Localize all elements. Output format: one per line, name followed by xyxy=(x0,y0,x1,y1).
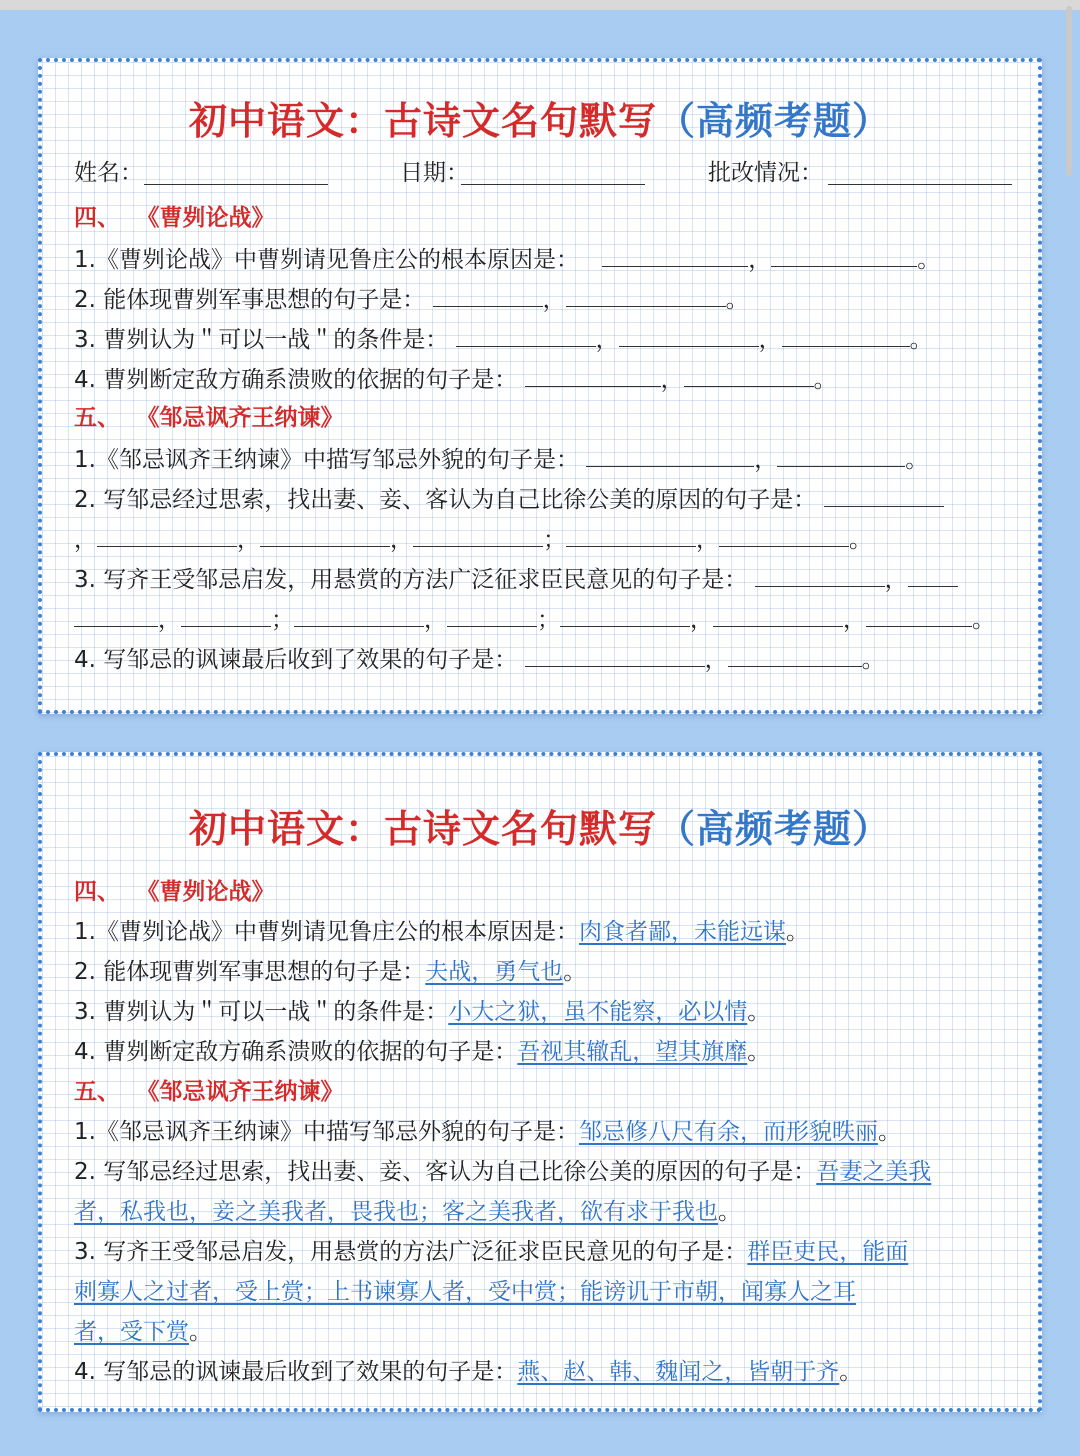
punct: 。 xyxy=(813,367,837,393)
question-text: 4. 写邹忌的讽谏最后收到了效果的句子是： xyxy=(74,1359,518,1385)
answer-text: 吾妻之美我 xyxy=(816,1159,932,1185)
answer-blank[interactable] xyxy=(719,522,849,547)
answer-text: 邹忌修八尺有余，而形貌昳丽 xyxy=(578,1119,878,1145)
answer-blank[interactable] xyxy=(777,442,905,467)
answer-blank[interactable] xyxy=(413,522,543,547)
punct: 。 xyxy=(785,919,809,945)
question-5-3-cont xyxy=(74,602,995,636)
answer-text: 燕、赵、韩、魏闻之，皆朝于齐 xyxy=(517,1359,840,1385)
answer-blank[interactable] xyxy=(525,642,705,667)
punct: ， xyxy=(748,247,772,273)
punct: ， xyxy=(690,607,713,633)
answer-blank[interactable] xyxy=(566,522,696,547)
question-4-3 xyxy=(74,322,933,356)
question-text: 1.《曹刿论战》中曹刿请见鲁庄公的根本原因是： xyxy=(74,919,579,945)
punct: 。 xyxy=(718,1199,741,1225)
punct: 。 xyxy=(849,527,872,553)
question-text: 1.《曹刿论战》中曹刿请见鲁庄公的根本原因是： xyxy=(74,247,579,273)
answer-blank[interactable] xyxy=(713,602,843,627)
answer-text: 肉食者鄙，未能远谋 xyxy=(578,919,786,945)
section-title: 《曹刿论战》 xyxy=(148,878,275,905)
question-5-4 xyxy=(74,642,885,676)
answer-key-title xyxy=(42,798,1038,853)
answer-blank[interactable] xyxy=(97,522,237,547)
section-number: 四、 xyxy=(74,878,120,905)
question-text: 1.《邹忌讽齐王纳谏》中描写邹忌外貌的句子是： xyxy=(74,447,579,473)
scrollbar[interactable] xyxy=(1066,6,1072,176)
answer-5-3-cont2 xyxy=(74,1316,212,1348)
section-title: 《邹忌讽齐王纳谏》 xyxy=(148,404,344,431)
title-main: 初中语文：古诗文名句默写 xyxy=(188,98,657,143)
answer-blank[interactable] xyxy=(782,322,910,347)
answer-5-3-cont xyxy=(74,1276,856,1308)
worksheet-title xyxy=(42,90,1038,145)
question-text: 3. 写齐王受邹忌启发，用悬赏的方法广泛征求臣民意见的句子是： xyxy=(74,567,748,593)
answer-blank[interactable] xyxy=(560,602,690,627)
answer-blank[interactable] xyxy=(728,642,862,667)
grade-label: 批改情况： xyxy=(708,160,823,186)
punct: ， xyxy=(843,607,866,633)
punct: ； xyxy=(537,607,560,633)
punct: 。 xyxy=(972,607,995,633)
answer-blank[interactable] xyxy=(866,602,972,627)
question-5-3 xyxy=(74,562,958,596)
punct: ， xyxy=(660,367,684,393)
punct: ， xyxy=(595,327,619,353)
punct: ， xyxy=(542,287,566,313)
question-text: 4. 写邹忌的讽谏最后收到了效果的句子是： xyxy=(74,647,518,673)
punct: ， xyxy=(696,527,719,553)
punct: 。 xyxy=(563,959,587,985)
punct: 。 xyxy=(905,447,929,473)
question-text: 2. 写邹忌经过思索，找出妻、妾、客认为自己比徐公美的原因的句子是： xyxy=(74,1159,817,1185)
section-title: 《邹忌讽齐王纳谏》 xyxy=(148,1078,344,1105)
answer-blank[interactable] xyxy=(294,602,424,627)
punct: 。 xyxy=(877,1119,901,1145)
punct: 。 xyxy=(189,1319,212,1345)
answer-4-3 xyxy=(74,996,770,1028)
question-text: 2. 能体现曹刿军事思想的句子是： xyxy=(74,287,426,313)
answer-blank[interactable] xyxy=(755,562,885,587)
question-5-2 xyxy=(74,482,944,516)
answer-4-2 xyxy=(74,956,586,988)
question-4-4 xyxy=(74,362,837,396)
punct: ； xyxy=(271,607,294,633)
answer-text: 者，私我也，妾之美我者，畏我也；客之美我者，欲有求于我也 xyxy=(74,1199,718,1225)
punct: 。 xyxy=(917,247,941,273)
answer-5-1 xyxy=(74,1116,901,1148)
section-heading-5 xyxy=(74,1076,344,1108)
title-paren: （高频考题） xyxy=(657,806,892,851)
punct: 。 xyxy=(725,287,749,313)
answer-4-4 xyxy=(74,1036,770,1068)
answer-text: 夫战，勇气也 xyxy=(425,959,564,985)
date-label: 日期： xyxy=(400,160,469,186)
answer-5-2 xyxy=(74,1156,931,1188)
question-5-1 xyxy=(74,442,928,476)
answer-4-1 xyxy=(74,916,809,948)
question-4-1 xyxy=(74,242,940,276)
answer-text: 小大之狱，虽不能察，必以情 xyxy=(448,999,748,1025)
question-text: 3. 曹刿认为＂可以一战＂的条件是： xyxy=(74,327,449,353)
answer-blank[interactable] xyxy=(456,322,596,347)
name-label: 姓名： xyxy=(74,160,143,186)
section-heading-4 xyxy=(74,876,275,908)
punct: ， xyxy=(758,327,782,353)
answer-key-card xyxy=(38,752,1042,1412)
worksheet-card xyxy=(38,58,1042,714)
answer-blank[interactable] xyxy=(74,602,158,627)
answer-5-2-cont xyxy=(74,1196,741,1228)
question-5-2-cont xyxy=(74,522,872,556)
punct: 。 xyxy=(909,327,933,353)
punct: ； xyxy=(543,527,566,553)
punct: ， xyxy=(390,527,413,553)
punct: ， xyxy=(704,647,728,673)
question-text: 3. 曹刿认为＂可以一战＂的条件是： xyxy=(74,999,449,1025)
question-text: 1.《邹忌讽齐王纳谏》中描写邹忌外貌的句子是： xyxy=(74,1119,579,1145)
grade-field[interactable] xyxy=(828,184,1012,185)
answer-text: 群臣吏民，能面 xyxy=(747,1239,909,1265)
answer-blank[interactable] xyxy=(771,242,917,267)
answer-blank[interactable] xyxy=(566,282,726,307)
punct: 。 xyxy=(861,647,885,673)
punct: ， xyxy=(74,527,97,553)
section-number: 五、 xyxy=(74,1078,120,1105)
answer-blank[interactable] xyxy=(908,562,958,587)
question-text: 3. 写齐王受邹忌启发，用悬赏的方法广泛征求臣民意见的句子是： xyxy=(74,1239,748,1265)
answer-blank[interactable] xyxy=(447,602,537,627)
title-paren: （高频考题） xyxy=(657,98,892,143)
answer-blank[interactable] xyxy=(433,282,543,307)
punct: ， xyxy=(237,527,260,553)
section-heading-4 xyxy=(74,202,275,234)
answer-blank[interactable] xyxy=(619,322,759,347)
answer-5-4 xyxy=(74,1356,862,1388)
section-title: 《曹刿论战》 xyxy=(148,204,275,231)
punct: ， xyxy=(158,607,181,633)
answer-text: 者，受下赏 xyxy=(74,1319,189,1345)
section-number: 四、 xyxy=(74,204,120,231)
answer-blank[interactable] xyxy=(586,442,754,467)
answer-5-3 xyxy=(74,1236,908,1268)
punct: 。 xyxy=(747,1039,771,1065)
question-text: 2. 能体现曹刿军事思想的句子是： xyxy=(74,959,426,985)
name-field[interactable] xyxy=(144,184,328,185)
answer-blank[interactable] xyxy=(684,362,814,387)
section-number: 五、 xyxy=(74,404,120,431)
question-4-2 xyxy=(74,282,749,316)
answer-text: 刺寡人之过者，受上赏；上书谏寡人者，受中赏；能谤讥于市朝，闻寡人之耳 xyxy=(74,1279,856,1305)
question-text: 4. 曹刿断定敌方确系溃败的依据的句子是： xyxy=(74,1039,518,1065)
punct: 。 xyxy=(747,999,771,1025)
title-main: 初中语文：古诗文名句默写 xyxy=(188,806,657,851)
punct: 。 xyxy=(839,1359,863,1385)
answer-blank[interactable] xyxy=(525,362,661,387)
punct: ， xyxy=(424,607,447,633)
question-text: 4. 曹刿断定敌方确系溃败的依据的句子是： xyxy=(74,367,518,393)
question-text: 2. 写邹忌经过思索，找出妻、妾、客认为自己比徐公美的原因的句子是： xyxy=(74,487,817,513)
answer-blank[interactable] xyxy=(824,482,944,507)
section-heading-5 xyxy=(74,402,344,434)
answer-blank[interactable] xyxy=(181,602,271,627)
answer-blank[interactable] xyxy=(602,242,748,267)
top-strip xyxy=(0,0,1080,10)
date-field[interactable] xyxy=(461,184,645,185)
answer-blank[interactable] xyxy=(260,522,390,547)
punct: ， xyxy=(754,447,778,473)
answer-text: 吾视其辙乱，望其旗靡 xyxy=(517,1039,748,1065)
punct: ， xyxy=(884,567,908,593)
